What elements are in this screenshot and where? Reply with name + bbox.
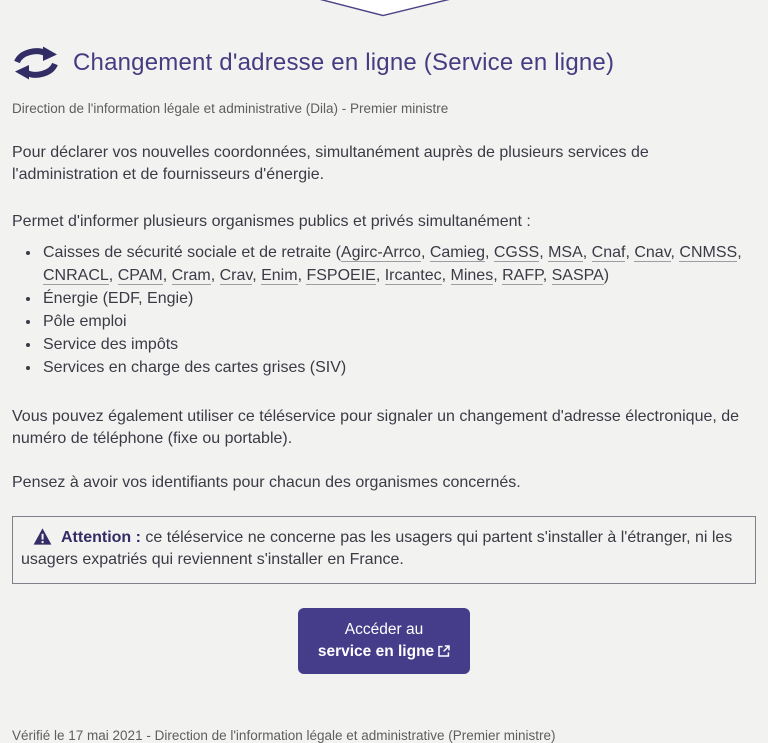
organisms-list [12,241,756,379]
cta-line1: Accéder au [344,621,424,638]
definition-link[interactable]: Enim [261,267,298,284]
teleservice-paragraph: Vous pouvez également utiliser ce téléservice pour signaler un changement d'adresse électronique, de numéro de téléphone (fixe ou portable). [12,408,740,447]
list-item-energie: • Énergie (EDF, Engie) [41,287,756,310]
identifiants-paragraph: Pensez à avoir vos identifiants pour chacun des organismes concernés. [12,474,521,491]
list-item-pole-emploi: • Pôle emploi [41,310,756,333]
definition-link[interactable]: Mines [450,267,494,284]
organisms-intro-paragraph: Permet d'informer plusieurs organismes publics et privés simultanément : [12,213,531,230]
cta-line2: service en ligne [317,643,435,660]
definition-link[interactable]: Camieg [429,244,485,261]
list-item-cartes-grises: • Services en charge des cartes grises (SIV) [41,356,756,379]
definition-link[interactable]: CPAM [117,267,163,284]
definition-link[interactable]: Agirc-Arrco [340,244,421,261]
definition-link[interactable]: CNRACL [43,267,109,284]
warning-body: ce téléservice ne concerne pas les usagers qui partent s'installer à l'étranger, ni les usagers expatriés qui reviennent s'installer en France. [21,529,733,568]
definition-link[interactable]: RAFP [502,267,543,284]
definition-link[interactable]: Cnaf [591,244,626,261]
fiche-service-page [0,46,768,743]
definition-link[interactable]: Cram [171,267,211,284]
definition-link[interactable]: SASPA [551,267,604,284]
definition-link[interactable]: Ircantec [384,267,442,284]
definition-links: Agirc-Arrco, Camieg, CGSS, MSA, Cnaf, Cnav, CNMSS, CNRACL, CPAM, Cram, Crav, Enim, FSPOEIE, Ircantec, Mines, RAFP, SASPA [43,244,742,284]
warning-label: Attention : [61,529,141,546]
section-chevron-decoration [0,0,768,18]
definition-link[interactable]: CGSS [493,244,540,261]
warning-triangle-icon [33,528,52,545]
warning-box [12,516,756,584]
list-item-caisses [41,241,756,287]
definition-link[interactable]: Crav [219,267,253,284]
page-subtitle: Direction de l'information légale et administrative (Dila) - Premier ministre [12,101,449,116]
list-item-impots: • Service des impôts [41,333,756,356]
definition-link[interactable]: MSA [548,244,583,261]
definition-link[interactable]: FSPOEIE [306,267,376,284]
external-link-icon [438,645,450,657]
verification-footer: Vérifié le 17 mai 2021 - Direction de l'information légale et administrative (Premier ministre) [12,728,556,743]
definition-link[interactable]: Cnav [634,244,671,261]
access-service-button[interactable] [298,608,470,674]
definition-link[interactable]: CNMSS [679,244,738,261]
swap-arrows-icon [14,46,58,80]
warning-text [21,527,741,571]
cta-row [12,608,756,674]
page-title: Changement d'adresse en ligne (Service en ligne) [73,49,615,76]
list-item-text: Caisses de sécurité sociale et de retraite ( [43,244,341,261]
list-item-text: ) [603,267,610,284]
page-header [14,46,756,80]
intro-paragraph: Pour déclarer vos nouvelles coordonnées, simultanément auprès de plusieurs services de l'administration et de fournisseurs d'énergie. [12,144,649,183]
